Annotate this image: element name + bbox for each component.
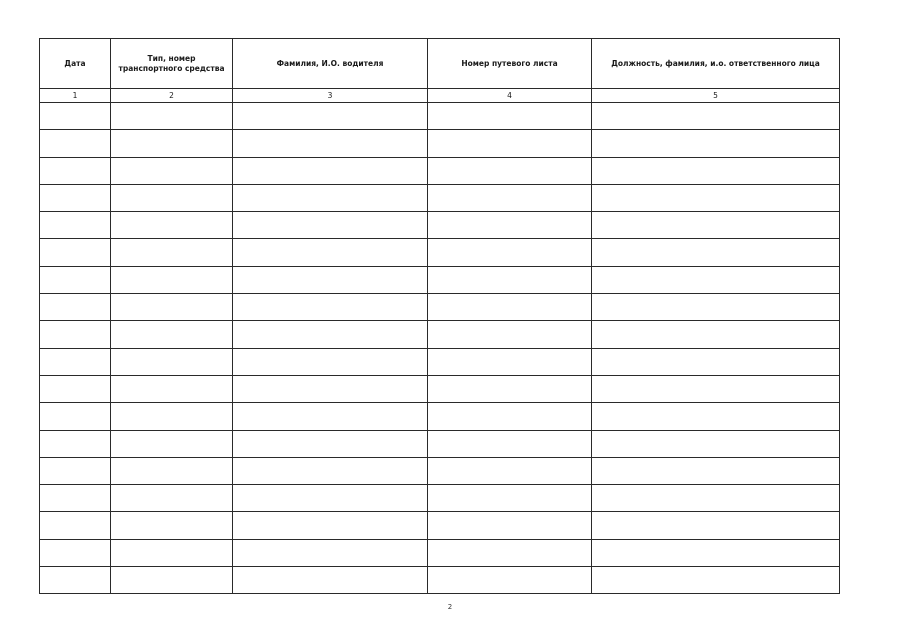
table-cell[interactable] [428,567,592,594]
table-cell[interactable] [40,266,111,293]
table-cell[interactable] [111,266,233,293]
table-row [40,348,840,375]
table-cell[interactable] [40,430,111,457]
table-cell[interactable] [428,266,592,293]
table-cell[interactable] [233,184,428,211]
table-cell[interactable] [111,130,233,157]
table-cell[interactable] [428,348,592,375]
table-cell[interactable] [592,294,840,321]
table-row [40,157,840,184]
table-cell[interactable] [233,567,428,594]
table-cell[interactable] [233,266,428,293]
table-cell[interactable] [40,348,111,375]
table-row [40,321,840,348]
table-cell[interactable] [428,184,592,211]
table-cell[interactable] [40,294,111,321]
table-cell[interactable] [111,375,233,402]
table-cell[interactable] [592,457,840,484]
table-cell[interactable] [592,512,840,539]
table-row [40,239,840,266]
table-cell[interactable] [111,294,233,321]
table-row [40,103,840,130]
table-cell[interactable] [40,130,111,157]
table-cell[interactable] [111,457,233,484]
table-cell[interactable] [592,430,840,457]
table-cell[interactable] [111,403,233,430]
table-cell[interactable] [428,539,592,566]
page-number: 2 [447,603,453,611]
table-cell[interactable] [428,512,592,539]
table-cell[interactable] [233,239,428,266]
table-cell[interactable] [233,403,428,430]
table-row [40,567,840,594]
table-cell[interactable] [111,212,233,239]
table-cell[interactable] [233,512,428,539]
column-number: 4 [428,89,592,103]
table-cell[interactable] [111,239,233,266]
table-cell[interactable] [233,212,428,239]
table-row [40,403,840,430]
table-cell[interactable] [233,430,428,457]
table-cell[interactable] [233,130,428,157]
table-cell[interactable] [592,212,840,239]
table-row [40,539,840,566]
table-cell[interactable] [592,375,840,402]
table-cell[interactable] [428,212,592,239]
table-cell[interactable] [40,457,111,484]
table-cell[interactable] [40,184,111,211]
table-row [40,485,840,512]
table-cell[interactable] [592,130,840,157]
table-cell[interactable] [40,512,111,539]
table-cell[interactable] [428,430,592,457]
table-cell[interactable] [111,485,233,512]
table-cell[interactable] [233,157,428,184]
table-cell[interactable] [233,539,428,566]
table-cell[interactable] [111,567,233,594]
table-cell[interactable] [592,239,840,266]
table-cell[interactable] [428,103,592,130]
table-cell[interactable] [111,539,233,566]
table-cell[interactable] [592,103,840,130]
table-cell[interactable] [233,485,428,512]
table-cell[interactable] [592,266,840,293]
table-cell[interactable] [233,294,428,321]
table-cell[interactable] [592,321,840,348]
column-number-row [40,89,840,103]
table-cell[interactable] [111,512,233,539]
column-number: 3 [233,89,428,103]
table-cell[interactable] [592,157,840,184]
table-cell[interactable] [592,348,840,375]
table-cell[interactable] [233,321,428,348]
header-waybill-number: Номер путевого листа [428,39,592,89]
header-date: Дата [40,39,111,89]
table-cell[interactable] [40,375,111,402]
table-cell[interactable] [592,403,840,430]
table-row [40,457,840,484]
table-cell[interactable] [592,184,840,211]
table-row [40,512,840,539]
table-row [40,430,840,457]
table-body [40,103,840,594]
table-cell[interactable] [428,375,592,402]
table-cell[interactable] [40,157,111,184]
table-row [40,375,840,402]
table-cell[interactable] [592,539,840,566]
column-number: 1 [40,89,111,103]
header-vehicle: Тип, номер транспортного средства [111,39,233,89]
table-header-row [40,39,840,89]
table-cell[interactable] [233,348,428,375]
table-cell[interactable] [428,485,592,512]
table-cell[interactable] [111,321,233,348]
table-cell[interactable] [111,184,233,211]
table-cell[interactable] [428,130,592,157]
table-row [40,266,840,293]
table-cell[interactable] [233,103,428,130]
table-cell[interactable] [40,103,111,130]
column-number: 2 [111,89,233,103]
table-cell[interactable] [428,239,592,266]
header-driver-name: Фамилия, И.О. водителя [233,39,428,89]
table-row [40,212,840,239]
header-responsible-person: Должность, фамилия, и.о. ответственного лица [592,39,840,89]
table-row [40,184,840,211]
table-cell[interactable] [111,348,233,375]
table-cell[interactable] [40,485,111,512]
table-cell[interactable] [40,539,111,566]
table-cell[interactable] [111,430,233,457]
table-cell[interactable] [233,375,428,402]
table-cell[interactable] [592,485,840,512]
table-cell[interactable] [233,457,428,484]
table-cell[interactable] [428,294,592,321]
table-cell[interactable] [428,457,592,484]
table-cell[interactable] [40,567,111,594]
table-cell[interactable] [40,321,111,348]
table-cell[interactable] [428,403,592,430]
table-cell[interactable] [428,321,592,348]
table-cell[interactable] [40,212,111,239]
table-cell[interactable] [428,157,592,184]
table-cell[interactable] [111,103,233,130]
table-row [40,294,840,321]
table-cell[interactable] [40,403,111,430]
table-cell[interactable] [40,239,111,266]
table-cell[interactable] [111,157,233,184]
table-row [40,130,840,157]
table-cell[interactable] [592,567,840,594]
vehicle-log-table [39,38,840,594]
column-number: 5 [592,89,840,103]
